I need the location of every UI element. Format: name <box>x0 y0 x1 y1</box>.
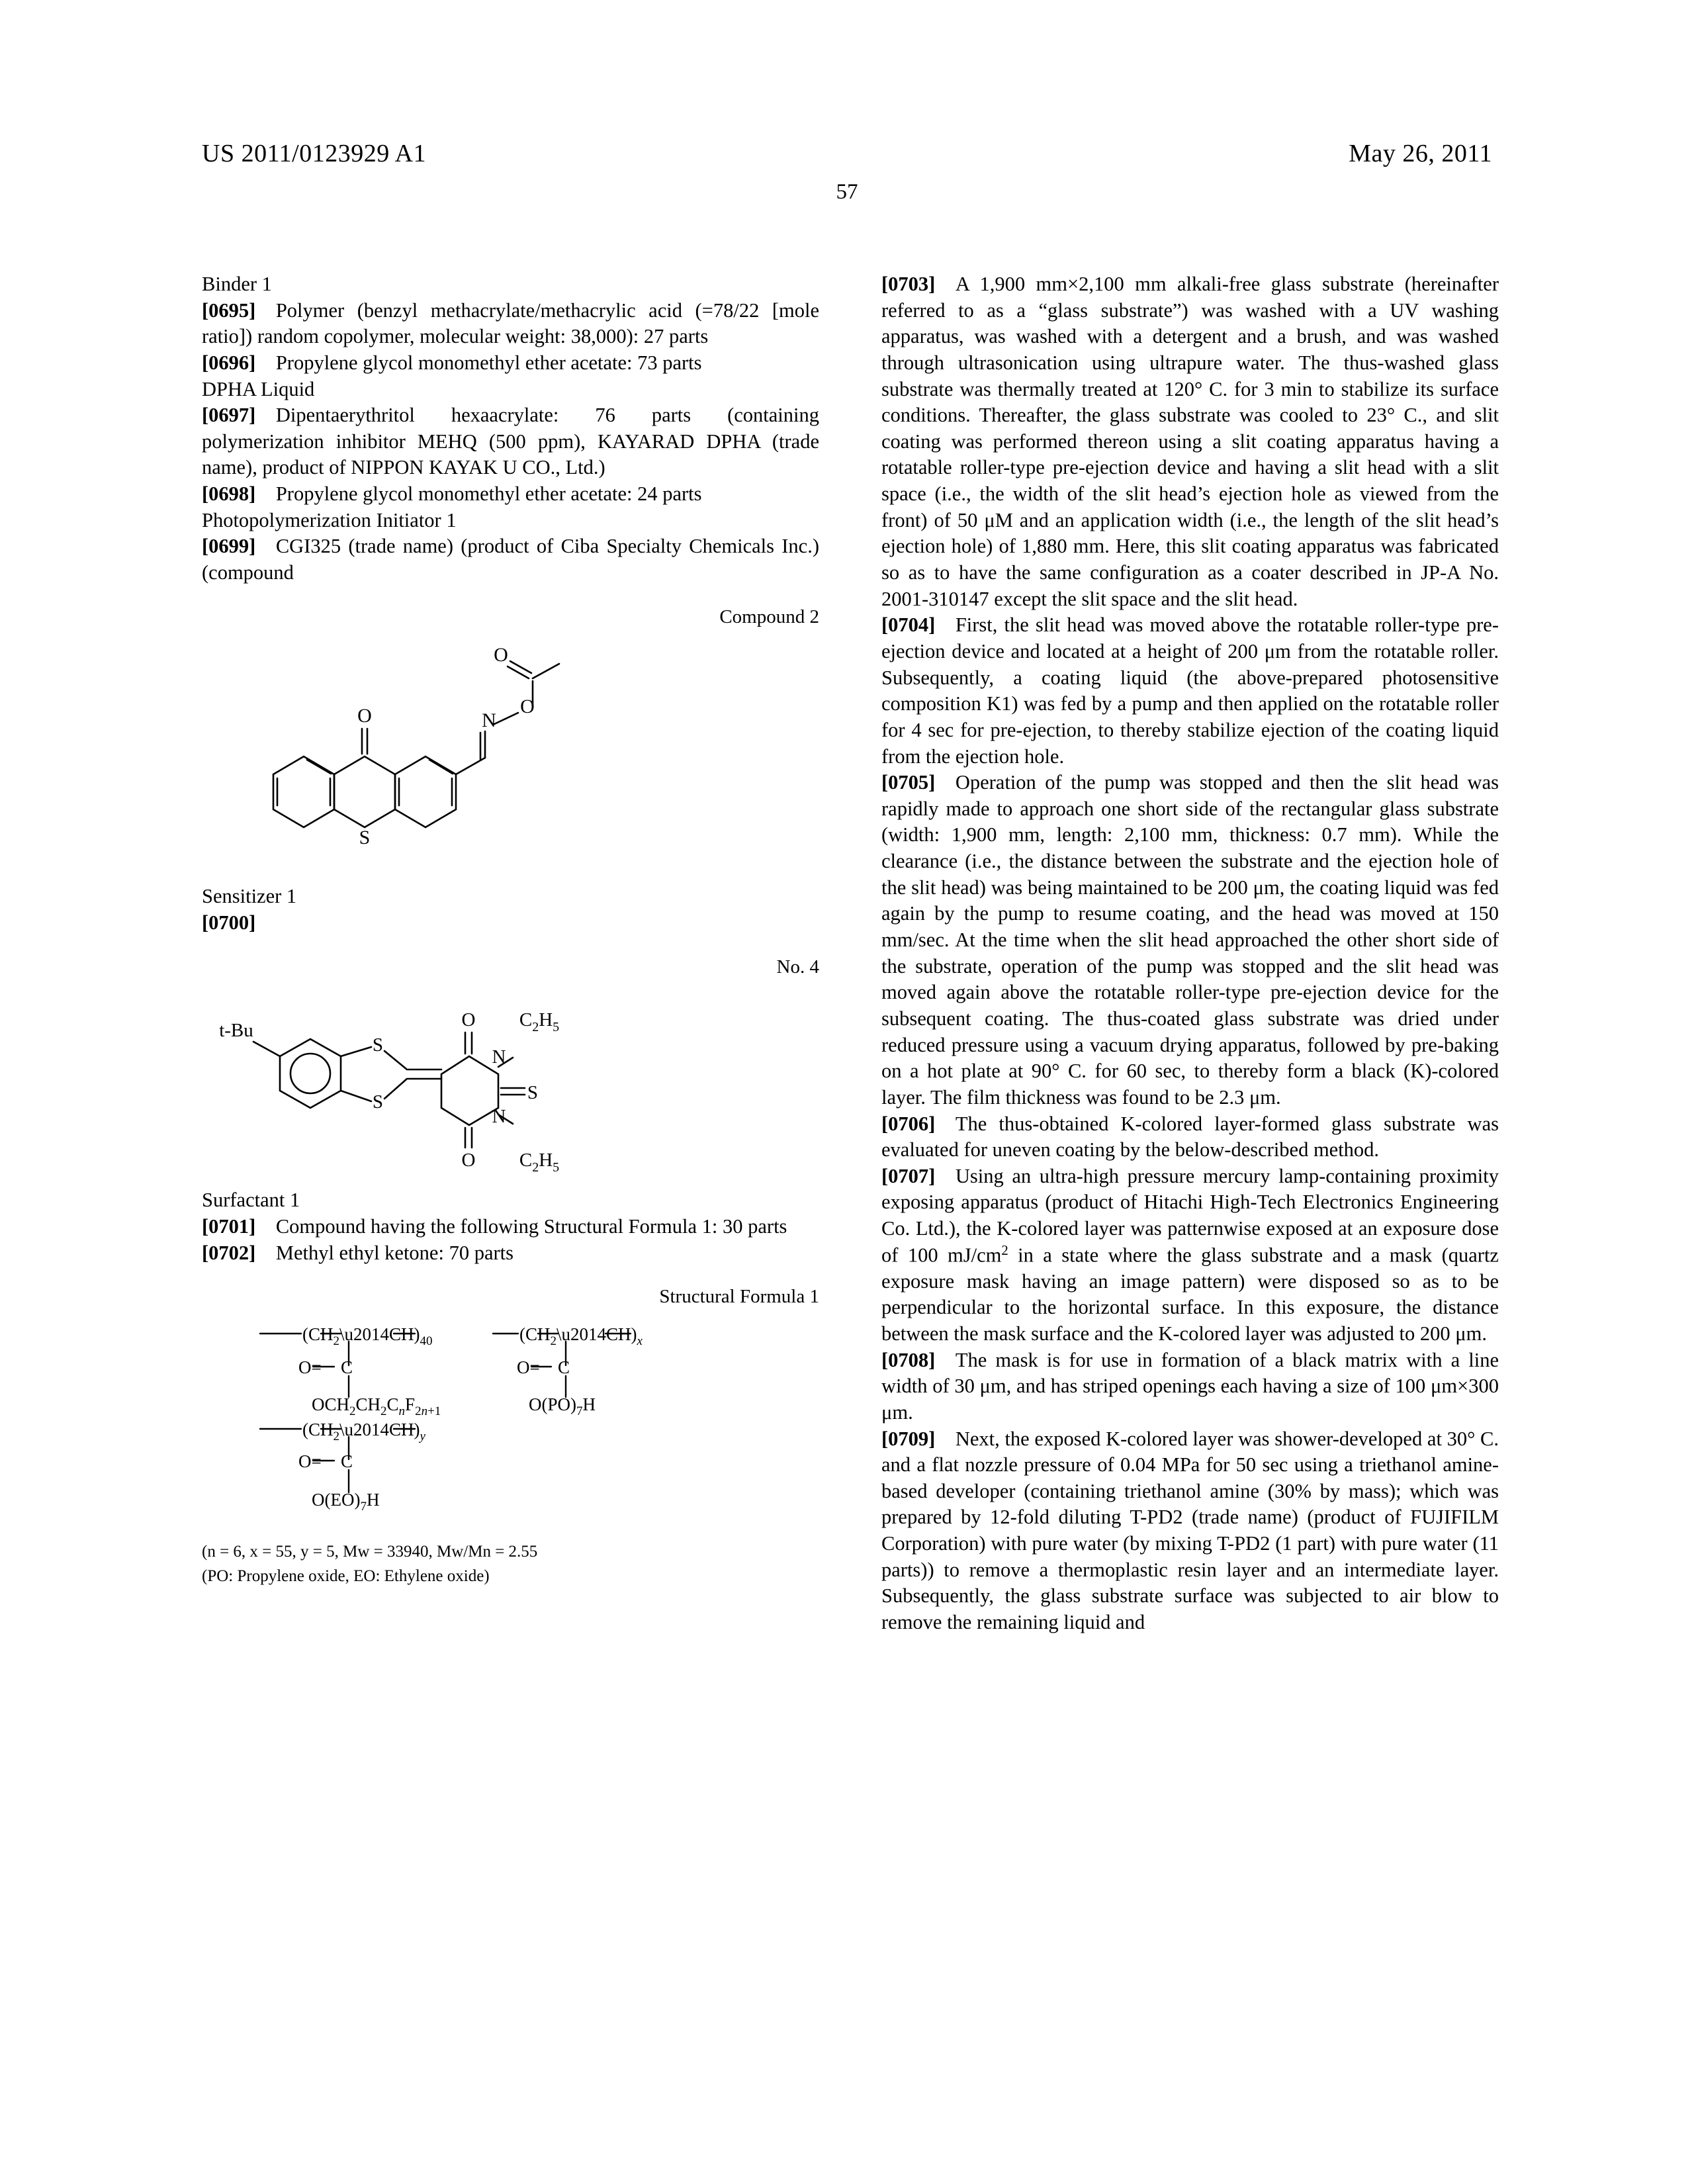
atom-label-n-top: N <box>492 1046 506 1068</box>
atom-label-s-thione: S <box>527 1082 539 1104</box>
heading-surfactant: Surfactant 1 <box>202 1189 300 1212</box>
compound-2-label: Compound 2 <box>719 606 819 627</box>
atom-label-tbu: t-Bu <box>219 1020 253 1042</box>
heading-binder: Binder 1 <box>202 273 272 295</box>
atom-label-o-bottom: O <box>461 1150 476 1171</box>
heading-photopolymerization-initiator: Photopolymerization Initiator 1 <box>202 508 457 531</box>
atom-c-1: C <box>341 1357 353 1377</box>
sensitizer-structure <box>202 982 819 1181</box>
paragraph-0701: [0701] Compound having the following Structural Formula 1: 30 parts <box>202 1214 787 1238</box>
segment-ch2-ch-40: $(CH_2\backslash u2014CH)_{40}$ <box>302 1324 433 1348</box>
segment-o-po-7h: $O(PO)_7H$ <box>529 1394 596 1418</box>
paragraph-0708: [0708] The mask is for use in formation of a black matrix with a line width of 30 μm, and has striped openings each having a size of 100 μm×300 μm. <box>881 1348 1499 1424</box>
paragraph-0695: [0695] Polymer (benzyl methacrylate/methacrylic acid (=78/22 [mole ratio]) random copolymer, molecular weight: 38,000): 27 parts <box>202 298 819 348</box>
heading-sensitizer: Sensitizer 1 <box>202 885 297 908</box>
segment-o-eo-7h: $O(EO)_7H$ <box>312 1489 380 1514</box>
figure-structural-formula-1 <box>202 1285 819 1586</box>
page-number: 57 <box>836 180 858 204</box>
segment-o-eq-c-3: O= <box>298 1451 322 1471</box>
atom-label-n: N <box>482 709 496 732</box>
paragraph-0696: [0696] Propylene glycol monomethyl ether acetate: 73 parts <box>202 351 702 374</box>
atom-label-ethyl-bottom: $C_2H_5$ <box>519 1150 560 1175</box>
atom-c-3: C <box>341 1451 353 1471</box>
paragraph-0703: [0703] A 1,900 mm×2,100 mm alkali-free glass substrate (hereinafter referred to as a “glass substrate”) was washed with a UV washing apparatus, was washed with a detergent and a brush, and was washed through ultrasonication using ultrapure water. The thus-washed glass substrate was thermally treated at 120° C. for 3 min to stabilize its surface conditions. Thereafter, the glass substrate was cooled to 23° C., and slit coating was performed thereon using a slit coating apparatus having a rotatable roller-type pre-ejection device and having a slit head with a slit space (i.e., the width of the slit head’s ejection hole as viewed from the front) of 50 μM and an application width (i.e., the length of the slit head’s ejection hole) of 1,880 mm. Here, this slit coating apparatus was fabricated so as to have the same configuration as a coater described in JP-A No. 2001-310147 except the slit space and the slit head. <box>881 273 1499 610</box>
segment-o-eq-c-2: O= <box>517 1357 540 1377</box>
compound-2-structure <box>202 632 819 877</box>
figure-sensitizer-no4 <box>202 955 819 1181</box>
atom-label-s-lower: S <box>372 1091 384 1113</box>
atom-label-o-top: O <box>461 1009 476 1031</box>
atom-label-s-upper: S <box>372 1034 384 1056</box>
paragraph-0699: [0699] CGI325 (trade name) (product of Ciba Specialty Chemicals Inc.) (compound <box>202 535 819 584</box>
structural-formula-1-structure <box>202 1312 819 1537</box>
paragraph-0697: [0697] Dipentaerythritol hexaacrylate: 76 parts (containing polymerization inhibitor MEHQ (500 ppm), KAYARAD DPHA (trade name), product of NIPPON KAYAK U CO., Ltd.) <box>202 404 819 479</box>
paragraph-0709: [0709] Next, the exposed K-colored layer was shower-developed at 30° C. and a flat nozzle pressure of 0.04 MPa for 50 sec using a triethanol amine-based developer (containing triethanol amine (30% by mass); which was prepared by 12-fold diluting T-PD2 (trade name) (product of FUJIFILM Corporation) with pure water (by mixing T-PD2 (1 part) with pure water (11 parts)) to remove a thermoplastic resin layer and an intermediate layer. Subsequently, the glass substrate surface was subjected to air blow to remove the remaining liquid and <box>881 1427 1499 1634</box>
right-column <box>881 271 1499 1636</box>
heading-dpha: DPHA Liquid <box>202 377 315 400</box>
paragraph-0698: [0698] Propylene glycol monomethyl ether acetate: 24 parts <box>202 482 702 506</box>
atom-label-n-bottom: N <box>492 1106 506 1128</box>
publication-number: US 2011/0123929 A1 <box>202 140 427 167</box>
paragraph-0707: [0707] Using an ultra-high pressure mercury lamp-containing proximity exposing apparatus (product of Hitachi High-Tech Electronics Engineering Co. Ltd.), the K-colored layer was patternwise exposed at an exposure dose of 100 $mJ/cm^2$ in a state where the glass substrate and a mask (quartz exposure mask having an image pattern) were disposed so as to be perpendicular to the horizontal surface. In this exposure, the distance between the mask surface and the K-colored layer was adjusted to 200 μm. <box>881 1164 1499 1345</box>
atom-label-o-ketone: O <box>357 705 372 727</box>
page-header <box>202 139 1492 168</box>
atom-label-s: S <box>359 827 371 849</box>
sensitizer-label: No. 4 <box>776 956 819 978</box>
segment-ch2-ch-x: $(CH_2\backslash u2014CH)_x$ <box>519 1324 643 1348</box>
paragraph-0704: [0704] First, the slit head was moved above the rotatable roller-type pre-ejection device and located at a height of 200 μm from the rotatable roller. Subsequently, a coating liquid (the above-prepared photosensitive composition K1) was fed by a pump and then applied on the rotatable roller for 4 sec for pre-ejection, to thereby stabilize ejection of the coating liquid from the ejection hole. <box>881 614 1499 768</box>
segment-o-eq-c-1: O= <box>298 1357 322 1377</box>
segment-och2ch2cnf2n1: $OCH_2CH_2C_nF_2n+1$ <box>312 1394 441 1418</box>
paragraph-0700: [0700] <box>202 911 256 934</box>
formula-note-line-1: (n = 6, x = 55, y = 5, Mw = 33940, Mw/Mn = 2.55 <box>202 1542 538 1561</box>
atom-label-ethyl-top: $C_2H_5$ <box>519 1009 560 1035</box>
atom-c-2: C <box>558 1357 570 1377</box>
paragraph-0706: [0706] The thus-obtained K-colored layer-formed glass substrate was evaluated for uneven coating by the below-described method. <box>881 1112 1499 1161</box>
figure-compound-2 <box>202 605 819 878</box>
atom-label-o-ester: O <box>520 696 535 718</box>
structural-formula-1-label: Structural Formula 1 <box>659 1286 819 1308</box>
left-column <box>202 271 819 1636</box>
segment-ch2-ch-y: $(CH_2\backslash u2014CH)_y$ <box>302 1419 425 1443</box>
atom-label-o-carbonyl: O <box>494 644 508 666</box>
paragraph-0705: [0705] Operation of the pump was stopped and then the slit head was rapidly made to approach one short side of the rectangular glass substrate (width: 1,900 mm, length: 2,100 mm, thickness: 0.7 mm). While the clearance (i.e., the distance between the substrate and the ejection hole of the slit head) was being maintained to be 200 μm, the coating liquid was fed again by the pump to resume coating, and the head was moved at 150 mm/sec. At the time when the slit head approached the other short side of the substrate, operation of the pump was stopped and the slit head was moved again above the rotatable roller-type pre-ejection device for the subsequent coating. The thus-coated glass substrate was dried under reduced pressure using a vacuum drying apparatus, followed by pre-baking on a hot plate at 90° C. for 60 sec, to thereby form a black (K)-colored layer. The film thickness was found to be 2.3 μm. <box>881 771 1499 1109</box>
paragraph-0702: [0702] Methyl ethyl ketone: 70 parts <box>202 1241 513 1264</box>
formula-note-line-2: (PO: Propylene oxide, EO: Ethylene oxide) <box>202 1567 490 1586</box>
two-column-body <box>202 271 1499 1636</box>
publication-date: May 26, 2011 <box>1349 140 1492 167</box>
